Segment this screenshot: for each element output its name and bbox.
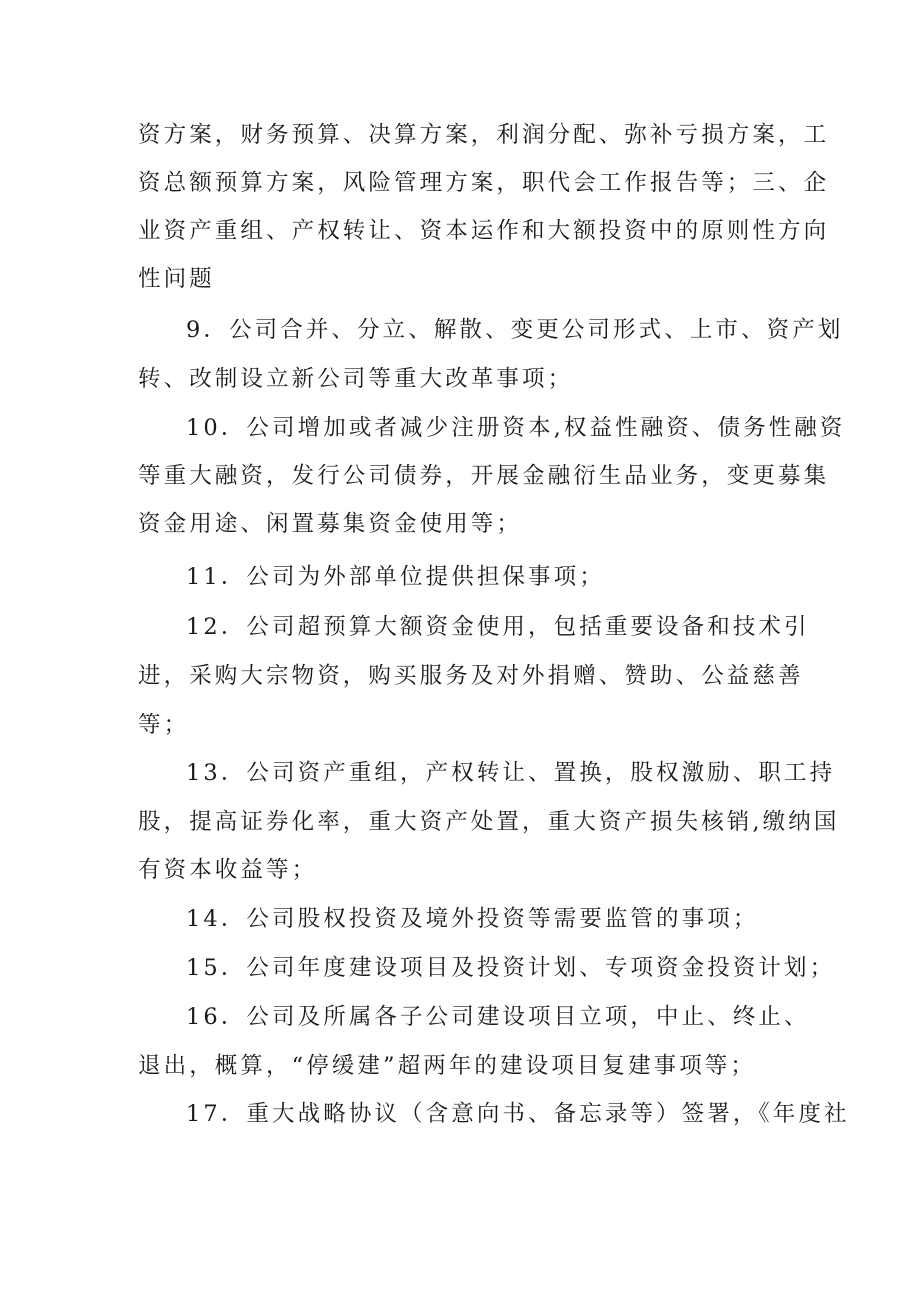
list-item-15: 15．公司年度建设项目及投资计划、专项资金投资计划； (186, 955, 836, 981)
text-line: 退出，概算，“停缓建”超两年的建设项目复建事项等； (138, 1053, 757, 1079)
text-line: 等重大融资，发行公司债券，开展金融衍生品业务，变更募集 (138, 463, 830, 489)
text-line: 股，提高证券化率，重大资产处置，重大资产损失核销,缴纳国 (138, 809, 840, 835)
text-line: 有资本收益等； (138, 857, 318, 883)
text-line: 资方案，财务预算、决算方案，利润分配、弥补亏损方案，工 (138, 122, 830, 148)
text-line: 转、改制设立新公司等重大改革事项； (138, 366, 574, 392)
text-line: 业资产重组、产权转让、资本运作和大额投资中的原则性方向 (138, 218, 830, 244)
list-item-13: 13．公司资产重组，产权转让、置换，股权激励、职工持 (186, 760, 836, 786)
list-item-12: 12．公司超预算大额资金使用，包括重要设备和技术引 (186, 614, 810, 640)
list-item-14: 14．公司股权投资及境外投资等需要监管的事项； (186, 906, 759, 932)
list-item-10: 10．公司增加或者减少注册资本,权益性融资、债务性融资 (186, 415, 846, 441)
text-line: 性问题 (138, 266, 215, 292)
text-line: 资总额预算方案，风险管理方案，职代会工作报告等；三、企 (138, 170, 830, 196)
text-line: 等； (138, 712, 190, 738)
text-line: 资金用途、闲置募集资金使用等； (138, 511, 523, 537)
text-line: 进，采购大宗物资，购买服务及对外捐赠、赞助、公益慈善 (138, 663, 804, 689)
list-item-16: 16．公司及所属各子公司建设项目立项，中止、终止、 (186, 1004, 810, 1030)
list-item-11: 11．公司为外部单位提供担保事项； (186, 564, 605, 590)
list-item-9: 9．公司合并、分立、解散、变更公司形式、上市、资产划 (186, 317, 844, 343)
list-item-17: 17．重大战略协议（含意向书、备忘录等）签署，《年度社 (186, 1101, 850, 1127)
